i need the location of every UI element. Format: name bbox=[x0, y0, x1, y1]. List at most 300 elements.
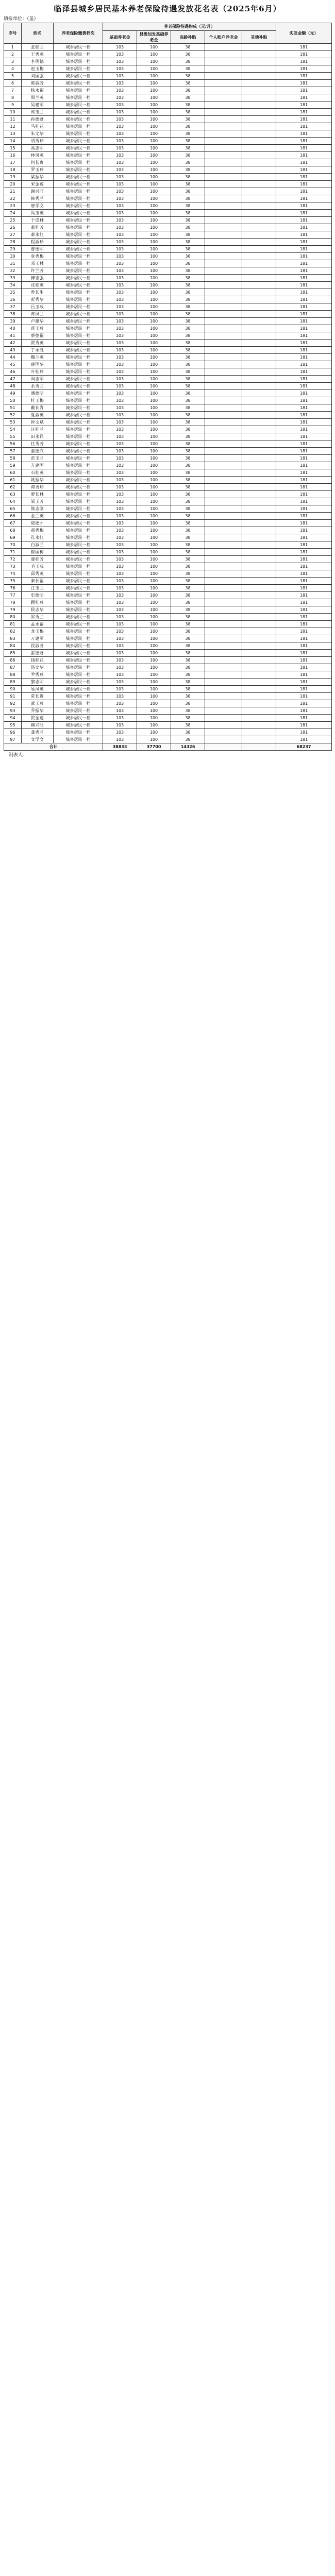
cell-other bbox=[242, 376, 276, 383]
table-row bbox=[4, 426, 332, 433]
cell-basic: 103 bbox=[103, 635, 137, 642]
cell-personal bbox=[205, 592, 242, 599]
cell-category: 城乡居民一档 bbox=[54, 116, 103, 123]
cell-age: 38 bbox=[171, 275, 205, 282]
cell-other bbox=[242, 145, 276, 152]
table-row bbox=[4, 729, 332, 736]
cell-name: 苏凤兰 bbox=[22, 311, 54, 318]
header-group: 养老保险待遇构成（元/月） bbox=[103, 23, 276, 31]
cell-age: 38 bbox=[171, 693, 205, 700]
cell-age: 38 bbox=[171, 707, 205, 715]
cell-basic: 103 bbox=[103, 44, 137, 51]
cell-county: 100 bbox=[137, 585, 171, 592]
cell-category: 城乡居民一档 bbox=[54, 253, 103, 260]
cell-seq: 1 bbox=[4, 44, 22, 51]
cell-other bbox=[242, 549, 276, 556]
cell-age: 38 bbox=[171, 628, 205, 635]
cell-county: 100 bbox=[137, 58, 171, 65]
cell-basic: 103 bbox=[103, 462, 137, 469]
cell-basic: 103 bbox=[103, 419, 137, 426]
header-other: 其他补贴 bbox=[242, 31, 276, 44]
table-row bbox=[4, 101, 332, 109]
cell-other bbox=[242, 80, 276, 87]
cell-total: 181 bbox=[276, 592, 332, 599]
cell-name: 邵秀兰 bbox=[22, 614, 54, 621]
cell-age: 38 bbox=[171, 426, 205, 433]
cell-name: 顾桂珍 bbox=[22, 599, 54, 606]
cell-seq: 31 bbox=[4, 260, 22, 267]
cell-seq: 37 bbox=[4, 303, 22, 311]
cell-total: 181 bbox=[276, 347, 332, 354]
cell-name: 史德明 bbox=[22, 592, 54, 599]
table-row bbox=[4, 65, 332, 73]
cell-seq: 34 bbox=[4, 282, 22, 289]
table-row bbox=[4, 210, 332, 217]
cell-total: 181 bbox=[276, 635, 332, 642]
cell-other bbox=[242, 722, 276, 729]
cell-total: 181 bbox=[276, 686, 332, 693]
cell-category: 城乡居民一档 bbox=[54, 635, 103, 642]
cell-personal bbox=[205, 433, 242, 440]
cell-basic: 103 bbox=[103, 433, 137, 440]
cell-seq: 79 bbox=[4, 606, 22, 614]
cell-category: 城乡居民一档 bbox=[54, 138, 103, 145]
cell-total: 181 bbox=[276, 541, 332, 549]
cell-other bbox=[242, 44, 276, 51]
cell-seq: 42 bbox=[4, 340, 22, 347]
cell-seq: 21 bbox=[4, 188, 22, 195]
cell-age: 38 bbox=[171, 354, 205, 361]
table-row bbox=[4, 513, 332, 520]
cell-personal bbox=[205, 707, 242, 715]
cell-personal bbox=[205, 202, 242, 210]
cell-age: 38 bbox=[171, 700, 205, 707]
cell-total: 181 bbox=[276, 440, 332, 448]
table-row bbox=[4, 556, 332, 563]
cell-age: 38 bbox=[171, 123, 205, 130]
cell-seq: 29 bbox=[4, 246, 22, 253]
cell-basic: 103 bbox=[103, 700, 137, 707]
cell-county: 100 bbox=[137, 318, 171, 325]
cell-basic: 103 bbox=[103, 239, 137, 246]
cell-total: 181 bbox=[276, 246, 332, 253]
cell-name: 武玉珍 bbox=[22, 700, 54, 707]
cell-total: 181 bbox=[276, 325, 332, 332]
cell-personal bbox=[205, 563, 242, 570]
cell-basic: 103 bbox=[103, 210, 137, 217]
table-row bbox=[4, 87, 332, 94]
cell-personal bbox=[205, 700, 242, 707]
table-row bbox=[4, 145, 332, 152]
cell-category: 城乡居民一档 bbox=[54, 195, 103, 202]
cell-name: 曾长生 bbox=[22, 289, 54, 296]
cell-personal bbox=[205, 397, 242, 404]
cell-basic: 103 bbox=[103, 58, 137, 65]
cell-name: 黎志明 bbox=[22, 679, 54, 686]
cell-county: 100 bbox=[137, 541, 171, 549]
cell-seq: 9 bbox=[4, 101, 22, 109]
cell-seq: 36 bbox=[4, 296, 22, 303]
cell-seq: 48 bbox=[4, 383, 22, 390]
cell-county: 100 bbox=[137, 462, 171, 469]
cell-county: 100 bbox=[137, 361, 171, 368]
cell-basic: 103 bbox=[103, 520, 137, 527]
cell-seq: 63 bbox=[4, 491, 22, 498]
cell-county: 100 bbox=[137, 246, 171, 253]
cell-seq: 81 bbox=[4, 621, 22, 628]
cell-age: 38 bbox=[171, 534, 205, 541]
cell-other bbox=[242, 289, 276, 296]
cell-other bbox=[242, 282, 276, 289]
cell-county: 100 bbox=[137, 390, 171, 397]
cell-personal bbox=[205, 231, 242, 239]
cell-county: 100 bbox=[137, 80, 171, 87]
cell-other bbox=[242, 318, 276, 325]
cell-seq: 66 bbox=[4, 513, 22, 520]
cell-age: 38 bbox=[171, 578, 205, 585]
cell-name: 邱秀英 bbox=[22, 570, 54, 578]
cell-personal bbox=[205, 195, 242, 202]
cell-category: 城乡居民一档 bbox=[54, 412, 103, 419]
cell-age: 38 bbox=[171, 267, 205, 275]
cell-name: 乔振华 bbox=[22, 707, 54, 715]
cell-category: 城乡居民一档 bbox=[54, 109, 103, 116]
table-row bbox=[4, 585, 332, 592]
cell-seq: 70 bbox=[4, 541, 22, 549]
cell-seq: 83 bbox=[4, 635, 22, 642]
cell-basic: 103 bbox=[103, 94, 137, 101]
cell-personal bbox=[205, 109, 242, 116]
cell-age: 38 bbox=[171, 686, 205, 693]
cell-personal bbox=[205, 455, 242, 462]
cell-basic: 103 bbox=[103, 715, 137, 722]
cell-personal bbox=[205, 650, 242, 657]
cell-other bbox=[242, 729, 276, 736]
cell-other bbox=[242, 455, 276, 462]
cell-county: 100 bbox=[137, 188, 171, 195]
table-row bbox=[4, 239, 332, 246]
cell-seq: 6 bbox=[4, 80, 22, 87]
cell-county: 100 bbox=[137, 253, 171, 260]
cell-personal bbox=[205, 729, 242, 736]
table-row bbox=[4, 664, 332, 671]
cell-category: 城乡居民一档 bbox=[54, 534, 103, 541]
cell-name: 郝秀梅 bbox=[22, 527, 54, 534]
cell-age: 38 bbox=[171, 181, 205, 188]
cell-name: 郑玉兰 bbox=[22, 109, 54, 116]
table-row bbox=[4, 715, 332, 722]
cell-basic: 103 bbox=[103, 123, 137, 130]
cell-name: 文学文 bbox=[22, 736, 54, 743]
cell-county: 100 bbox=[137, 174, 171, 181]
cell-category: 城乡居民一档 bbox=[54, 693, 103, 700]
cell-seq: 47 bbox=[4, 376, 22, 383]
table-row bbox=[4, 138, 332, 145]
header-category: 养老保险缴费档次 bbox=[54, 23, 103, 44]
table-row bbox=[4, 477, 332, 484]
cell-county: 100 bbox=[137, 592, 171, 599]
cell-county: 100 bbox=[137, 397, 171, 404]
cell-other bbox=[242, 210, 276, 217]
cell-category: 城乡居民一档 bbox=[54, 224, 103, 231]
cell-category: 城乡居民一档 bbox=[54, 347, 103, 354]
cell-county: 100 bbox=[137, 347, 171, 354]
cell-seq: 57 bbox=[4, 448, 22, 455]
cell-age: 38 bbox=[171, 621, 205, 628]
cell-other bbox=[242, 296, 276, 303]
cell-county: 100 bbox=[137, 166, 171, 174]
cell-total: 181 bbox=[276, 585, 332, 592]
table-row bbox=[4, 707, 332, 715]
cell-category: 城乡居民一档 bbox=[54, 332, 103, 340]
cell-personal bbox=[205, 657, 242, 664]
cell-age: 38 bbox=[171, 477, 205, 484]
cell-other bbox=[242, 606, 276, 614]
cell-personal bbox=[205, 491, 242, 498]
cell-basic: 103 bbox=[103, 246, 137, 253]
cell-age: 38 bbox=[171, 210, 205, 217]
cell-seq: 78 bbox=[4, 599, 22, 606]
cell-total: 181 bbox=[276, 368, 332, 376]
cell-other bbox=[242, 347, 276, 354]
cell-total: 181 bbox=[276, 383, 332, 390]
cell-total: 181 bbox=[276, 722, 332, 729]
cell-age: 38 bbox=[171, 361, 205, 368]
cell-seq: 7 bbox=[4, 87, 22, 94]
cell-basic: 103 bbox=[103, 679, 137, 686]
cell-category: 城乡居民一档 bbox=[54, 606, 103, 614]
cell-seq: 4 bbox=[4, 65, 22, 73]
cell-county: 100 bbox=[137, 419, 171, 426]
cell-name: 田永祥 bbox=[22, 433, 54, 440]
cell-age: 38 bbox=[171, 246, 205, 253]
cell-basic: 103 bbox=[103, 614, 137, 621]
cell-total: 181 bbox=[276, 556, 332, 563]
cell-seq: 77 bbox=[4, 592, 22, 599]
cell-personal bbox=[205, 318, 242, 325]
cell-personal bbox=[205, 671, 242, 679]
cell-category: 城乡居民一档 bbox=[54, 592, 103, 599]
cell-personal bbox=[205, 686, 242, 693]
cell-personal bbox=[205, 477, 242, 484]
cell-category: 城乡居民一档 bbox=[54, 296, 103, 303]
cell-total: 181 bbox=[276, 239, 332, 246]
table-row bbox=[4, 469, 332, 477]
cell-total: 181 bbox=[276, 448, 332, 455]
cell-name: 贺金莲 bbox=[22, 715, 54, 722]
cell-county: 100 bbox=[137, 686, 171, 693]
cell-seq: 53 bbox=[4, 419, 22, 426]
table-row bbox=[4, 722, 332, 729]
cell-age: 38 bbox=[171, 563, 205, 570]
cell-seq: 5 bbox=[4, 73, 22, 80]
cell-age: 38 bbox=[171, 253, 205, 260]
cell-name: 冯玉英 bbox=[22, 210, 54, 217]
cell-basic: 103 bbox=[103, 412, 137, 419]
cell-other bbox=[242, 246, 276, 253]
cell-personal bbox=[205, 347, 242, 354]
cell-personal bbox=[205, 166, 242, 174]
cell-seq: 27 bbox=[4, 231, 22, 239]
cell-category: 城乡居民一档 bbox=[54, 707, 103, 715]
cell-personal bbox=[205, 361, 242, 368]
cell-other bbox=[242, 679, 276, 686]
cell-category: 城乡居民一档 bbox=[54, 181, 103, 188]
report-sheet bbox=[4, 0, 331, 760]
cell-total: 181 bbox=[276, 311, 332, 318]
table-row bbox=[4, 599, 332, 606]
totals-other bbox=[242, 743, 276, 751]
cell-county: 100 bbox=[137, 383, 171, 390]
cell-county: 100 bbox=[137, 484, 171, 491]
cell-category: 城乡居民一档 bbox=[54, 311, 103, 318]
cell-age: 38 bbox=[171, 729, 205, 736]
cell-basic: 103 bbox=[103, 390, 137, 397]
cell-basic: 103 bbox=[103, 188, 137, 195]
cell-personal bbox=[205, 664, 242, 671]
cell-other bbox=[242, 541, 276, 549]
table-row bbox=[4, 541, 332, 549]
cell-category: 城乡居民一档 bbox=[54, 94, 103, 101]
cell-name: 崔国栋 bbox=[22, 549, 54, 556]
cell-other bbox=[242, 520, 276, 527]
cell-category: 城乡居民一档 bbox=[54, 498, 103, 505]
cell-name: 魏兰英 bbox=[22, 354, 54, 361]
cell-personal bbox=[205, 340, 242, 347]
cell-age: 38 bbox=[171, 58, 205, 65]
cell-basic: 103 bbox=[103, 260, 137, 267]
cell-total: 181 bbox=[276, 657, 332, 664]
cell-age: 38 bbox=[171, 303, 205, 311]
cell-category: 城乡居民一档 bbox=[54, 578, 103, 585]
cell-seq: 95 bbox=[4, 722, 22, 729]
cell-name: 王秀英 bbox=[22, 51, 54, 58]
cell-name: 罗玉珍 bbox=[22, 166, 54, 174]
cell-name: 康桂芳 bbox=[22, 556, 54, 563]
cell-category: 城乡居民一档 bbox=[54, 455, 103, 462]
cell-category: 城乡居民一档 bbox=[54, 433, 103, 440]
cell-name: 金兰英 bbox=[22, 513, 54, 520]
cell-name: 姚振华 bbox=[22, 477, 54, 484]
cell-seq: 11 bbox=[4, 116, 22, 123]
cell-age: 38 bbox=[171, 505, 205, 513]
cell-total: 181 bbox=[276, 361, 332, 368]
cell-seq: 14 bbox=[4, 138, 22, 145]
cell-basic: 103 bbox=[103, 578, 137, 585]
table-row bbox=[4, 188, 332, 195]
cell-name: 孙德财 bbox=[22, 116, 54, 123]
cell-basic: 103 bbox=[103, 166, 137, 174]
cell-other bbox=[242, 130, 276, 138]
cell-total: 181 bbox=[276, 58, 332, 65]
cell-category: 城乡居民一档 bbox=[54, 260, 103, 267]
cell-total: 181 bbox=[276, 87, 332, 94]
cell-category: 城乡居民一档 bbox=[54, 628, 103, 635]
cell-seq: 26 bbox=[4, 224, 22, 231]
cell-category: 城乡居民一档 bbox=[54, 354, 103, 361]
cell-name: 戴长青 bbox=[22, 404, 54, 412]
cell-total: 181 bbox=[276, 138, 332, 145]
cell-age: 38 bbox=[171, 484, 205, 491]
cell-other bbox=[242, 224, 276, 231]
cell-other bbox=[242, 390, 276, 397]
cell-age: 38 bbox=[171, 614, 205, 621]
cell-total: 181 bbox=[276, 174, 332, 181]
cell-category: 城乡居民一档 bbox=[54, 368, 103, 376]
cell-other bbox=[242, 94, 276, 101]
cell-basic: 103 bbox=[103, 101, 137, 109]
cell-seq: 75 bbox=[4, 578, 22, 585]
cell-county: 100 bbox=[137, 433, 171, 440]
cell-category: 城乡居民一档 bbox=[54, 440, 103, 448]
cell-category: 城乡居民一档 bbox=[54, 318, 103, 325]
cell-category: 城乡居民一档 bbox=[54, 188, 103, 195]
cell-personal bbox=[205, 722, 242, 729]
cell-category: 城乡居民一档 bbox=[54, 462, 103, 469]
cell-personal bbox=[205, 736, 242, 743]
cell-personal bbox=[205, 578, 242, 585]
cell-total: 181 bbox=[276, 729, 332, 736]
cell-name: 丁永胜 bbox=[22, 347, 54, 354]
cell-age: 38 bbox=[171, 491, 205, 498]
cell-basic: 103 bbox=[103, 484, 137, 491]
cell-category: 城乡居民一档 bbox=[54, 152, 103, 159]
cell-category: 城乡居民一档 bbox=[54, 621, 103, 628]
table-row bbox=[4, 253, 332, 260]
cell-other bbox=[242, 635, 276, 642]
cell-category: 城乡居民一档 bbox=[54, 556, 103, 563]
cell-personal bbox=[205, 541, 242, 549]
cell-personal bbox=[205, 534, 242, 541]
cell-total: 181 bbox=[276, 303, 332, 311]
cell-category: 城乡居民一档 bbox=[54, 87, 103, 94]
cell-total: 181 bbox=[276, 621, 332, 628]
table-row bbox=[4, 332, 332, 340]
cell-personal bbox=[205, 51, 242, 58]
cell-age: 38 bbox=[171, 296, 205, 303]
cell-total: 181 bbox=[276, 513, 332, 520]
cell-seq: 30 bbox=[4, 253, 22, 260]
cell-category: 城乡居民一档 bbox=[54, 541, 103, 549]
cell-category: 城乡居民一档 bbox=[54, 491, 103, 498]
table-row bbox=[4, 282, 332, 289]
cell-total: 181 bbox=[276, 426, 332, 433]
cell-basic: 103 bbox=[103, 130, 137, 138]
cell-name: 于成林 bbox=[22, 217, 54, 224]
cell-county: 100 bbox=[137, 138, 171, 145]
cell-basic: 103 bbox=[103, 87, 137, 94]
cell-other bbox=[242, 65, 276, 73]
totals-label: 合计 bbox=[4, 743, 103, 751]
cell-personal bbox=[205, 448, 242, 455]
cell-category: 城乡居民一档 bbox=[54, 484, 103, 491]
cell-category: 城乡居民一档 bbox=[54, 585, 103, 592]
cell-age: 38 bbox=[171, 217, 205, 224]
cell-total: 181 bbox=[276, 578, 332, 585]
cell-other bbox=[242, 181, 276, 188]
cell-total: 181 bbox=[276, 390, 332, 397]
cell-age: 38 bbox=[171, 318, 205, 325]
cell-county: 100 bbox=[137, 210, 171, 217]
cell-other bbox=[242, 195, 276, 202]
table-row bbox=[4, 58, 332, 65]
cell-county: 100 bbox=[137, 671, 171, 679]
cell-name: 程淑珍 bbox=[22, 239, 54, 246]
cell-category: 城乡居民一档 bbox=[54, 614, 103, 621]
cell-county: 100 bbox=[137, 130, 171, 138]
cell-personal bbox=[205, 376, 242, 383]
cell-other bbox=[242, 332, 276, 340]
